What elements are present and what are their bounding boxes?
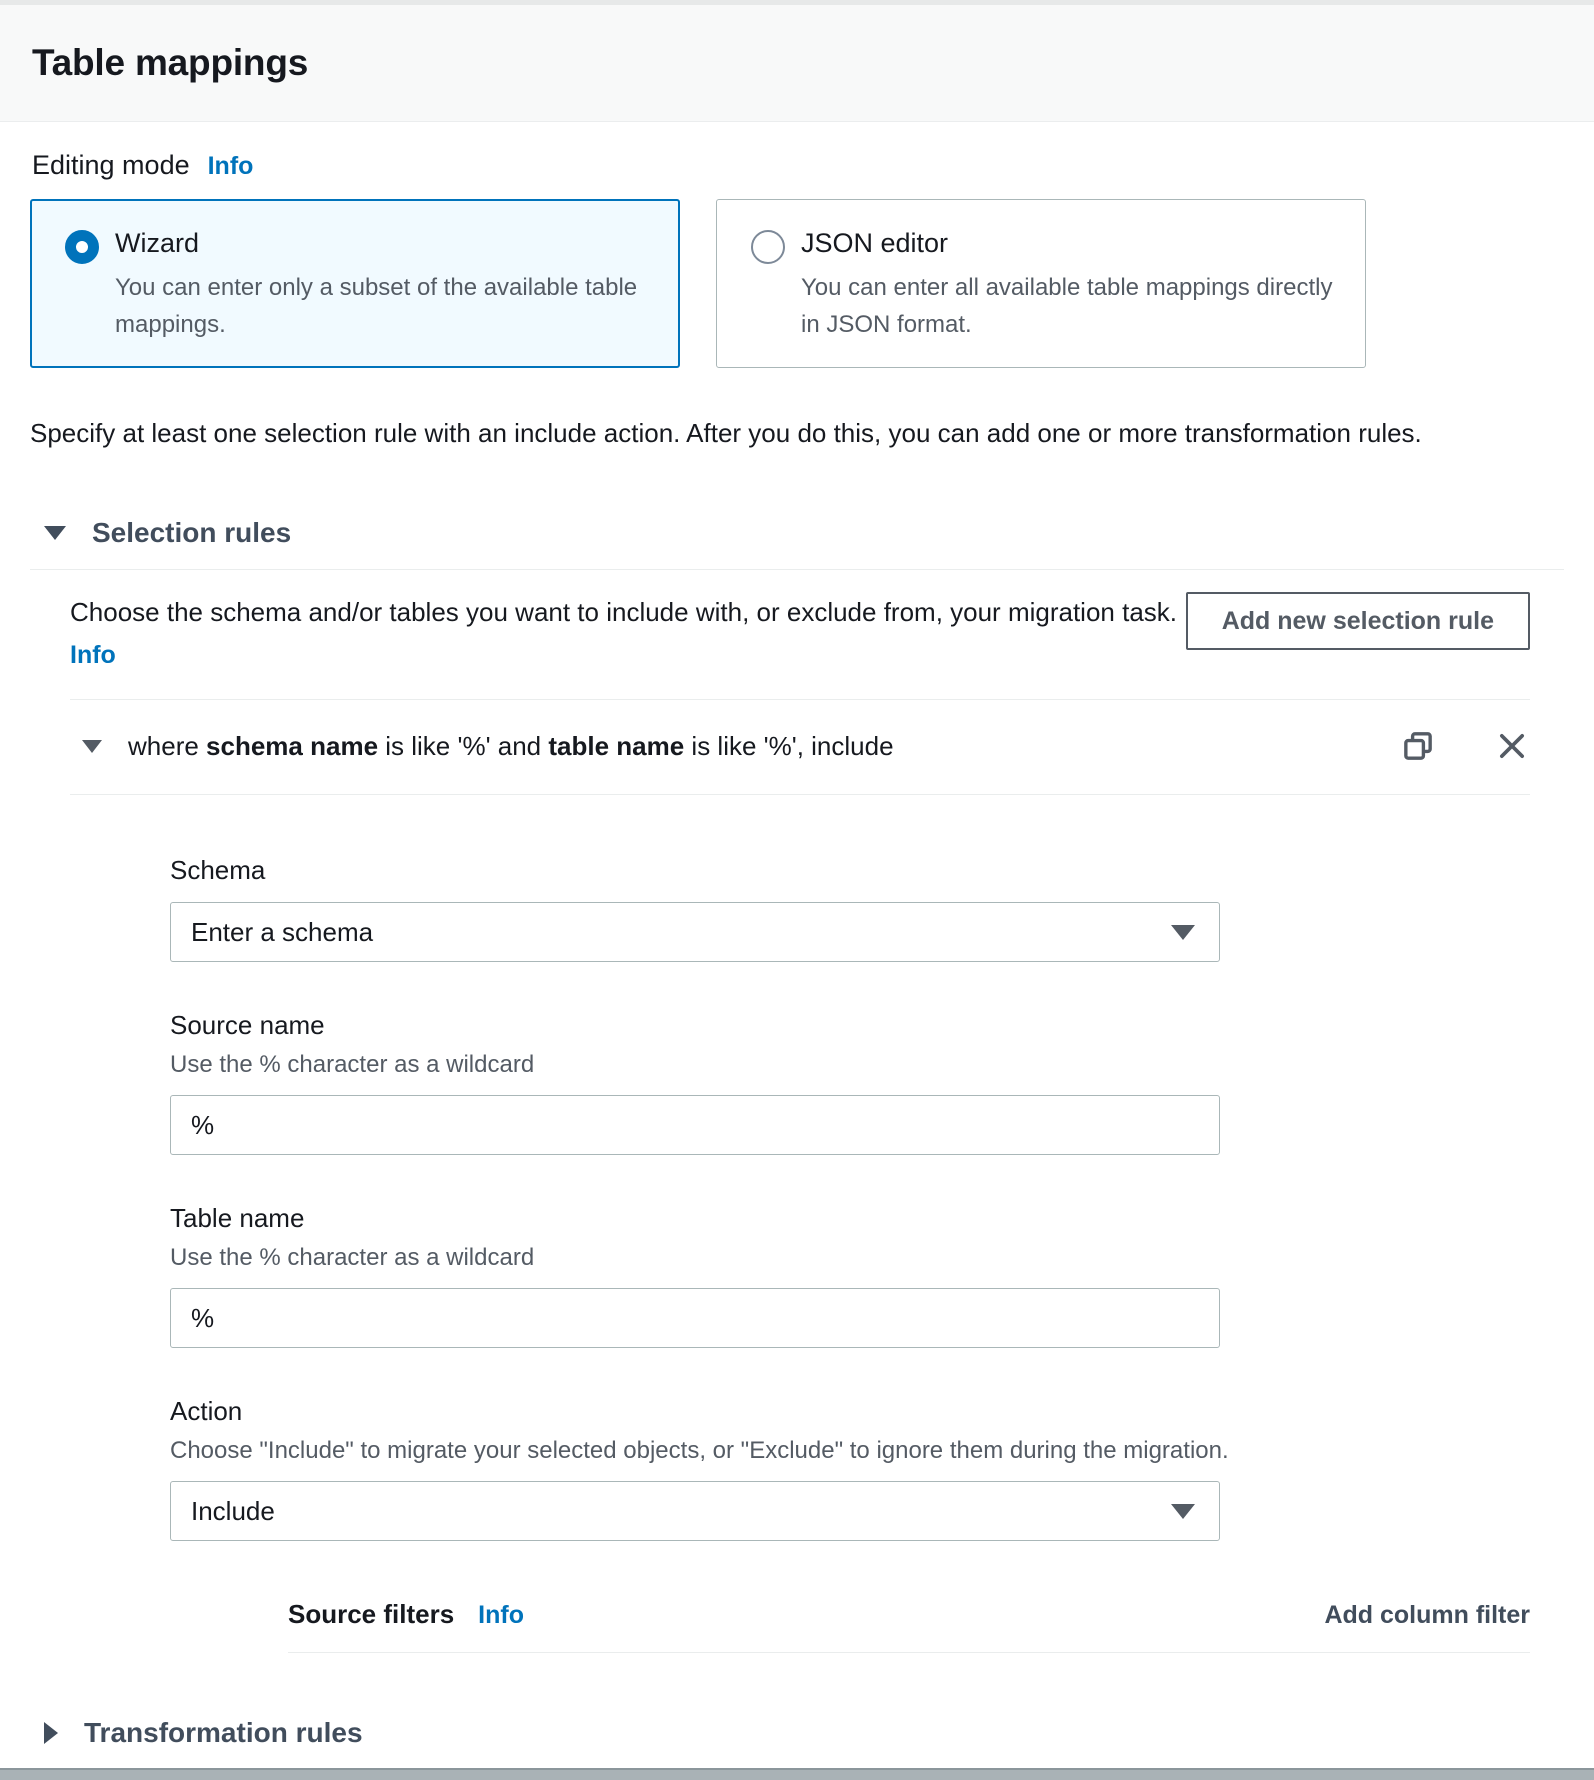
table-name-field: [170, 1203, 1530, 1348]
wizard-option-tile[interactable]: [30, 199, 680, 368]
dropdown-caret-icon: [1171, 1504, 1195, 1519]
rule-summary-part: where: [128, 730, 207, 761]
add-selection-rule-button[interactable]: Add new selection rule: [1186, 592, 1530, 650]
duplicate-rule-icon[interactable]: [1400, 728, 1436, 764]
selection-rules-description-row: [70, 592, 1530, 675]
selection-rule-header: [70, 700, 1530, 794]
selection-rules-info-link[interactable]: Info: [70, 640, 116, 669]
table-name-input[interactable]: [170, 1288, 1220, 1348]
editing-mode-label: Editing mode: [32, 150, 190, 180]
json-editor-option-tile[interactable]: [716, 199, 1366, 368]
transformation-rules-title: Transformation rules: [84, 1717, 363, 1749]
page-header: [0, 5, 1594, 122]
action-constraint: Choose "Include" to migrate your selected objects, or "Exclude" to ignore them during the migration.: [170, 1437, 1229, 1465]
chevron-down-icon: [44, 526, 66, 540]
rule-summary-part: is like '%', include: [684, 730, 894, 761]
action-select[interactable]: [170, 1481, 1220, 1541]
action-field: [170, 1396, 1530, 1541]
selection-rules-title: Selection rules: [92, 517, 292, 549]
editing-mode-row: [32, 150, 1564, 181]
intro-text: Specify at least one selection rule with an include action. After you do this, you can add one or more transformation rules.: [30, 418, 1422, 449]
wizard-option-label: Wizard: [115, 228, 200, 258]
editing-mode-options: [30, 199, 1564, 368]
json-editor-option-description: You can enter all available table mappings directly in JSON format.: [801, 274, 1333, 339]
action-label: Action: [170, 1396, 243, 1427]
dropdown-caret-icon: [1171, 925, 1195, 940]
schema-select-value: Enter a schema: [191, 916, 374, 947]
wizard-option-description: You can enter only a subset of the available table mappings.: [115, 274, 638, 339]
table-name-constraint: Use the % character as a wildcard: [170, 1244, 535, 1272]
selection-rules-body: [30, 592, 1564, 1653]
source-filters-divider: [288, 1652, 1530, 1653]
rule-summary-schema: schema name: [206, 730, 379, 761]
rule-chevron-down-icon[interactable]: [82, 740, 102, 753]
selection-rule-form: [70, 795, 1530, 1653]
source-name-field: [170, 1010, 1530, 1155]
rule-summary-part: is like '%' and: [378, 730, 549, 761]
rule-summary-table: table name: [548, 730, 685, 761]
editing-mode-info-link[interactable]: Info: [207, 152, 254, 180]
bottom-panel-edge: [0, 1768, 1594, 1780]
radio-selected-icon[interactable]: [65, 230, 99, 264]
radio-unselected-icon[interactable]: [751, 230, 785, 264]
selection-rules-section-header[interactable]: [30, 517, 1564, 549]
schema-field: [170, 855, 1530, 962]
delete-rule-icon[interactable]: [1494, 728, 1530, 764]
chevron-right-icon: [44, 1722, 58, 1744]
schema-select[interactable]: [170, 902, 1220, 962]
transformation-rules-section-header[interactable]: [30, 1717, 1564, 1749]
page-title: Table mappings: [32, 42, 309, 83]
schema-label: Schema: [170, 855, 266, 886]
wizard-option-text: [115, 228, 649, 343]
selection-rules-section: [30, 517, 1564, 1653]
section-divider: [30, 569, 1564, 570]
json-editor-option-label: JSON editor: [801, 228, 949, 258]
source-filters-row: [288, 1599, 1530, 1630]
rule-summary: [128, 731, 1400, 762]
source-name-constraint: Use the % character as a wildcard: [170, 1051, 535, 1079]
source-filters-info-link[interactable]: Info: [478, 1601, 524, 1630]
table-name-label: Table name: [170, 1203, 305, 1234]
main-content: [0, 122, 1594, 1768]
source-filters-label: Source filters: [288, 1599, 455, 1630]
selection-rules-description-text: Choose the schema and/or tables you want to include with, or exclude from, your migration task.: [70, 597, 1178, 628]
action-select-value: Include: [191, 1495, 275, 1526]
add-column-filter-button[interactable]: Add column filter: [1324, 1601, 1530, 1630]
source-filters-block: [288, 1599, 1530, 1653]
source-name-input[interactable]: [170, 1095, 1220, 1155]
json-editor-option-text: [801, 228, 1335, 343]
source-name-label: Source name: [170, 1010, 325, 1041]
selection-rules-description: [70, 592, 1180, 675]
